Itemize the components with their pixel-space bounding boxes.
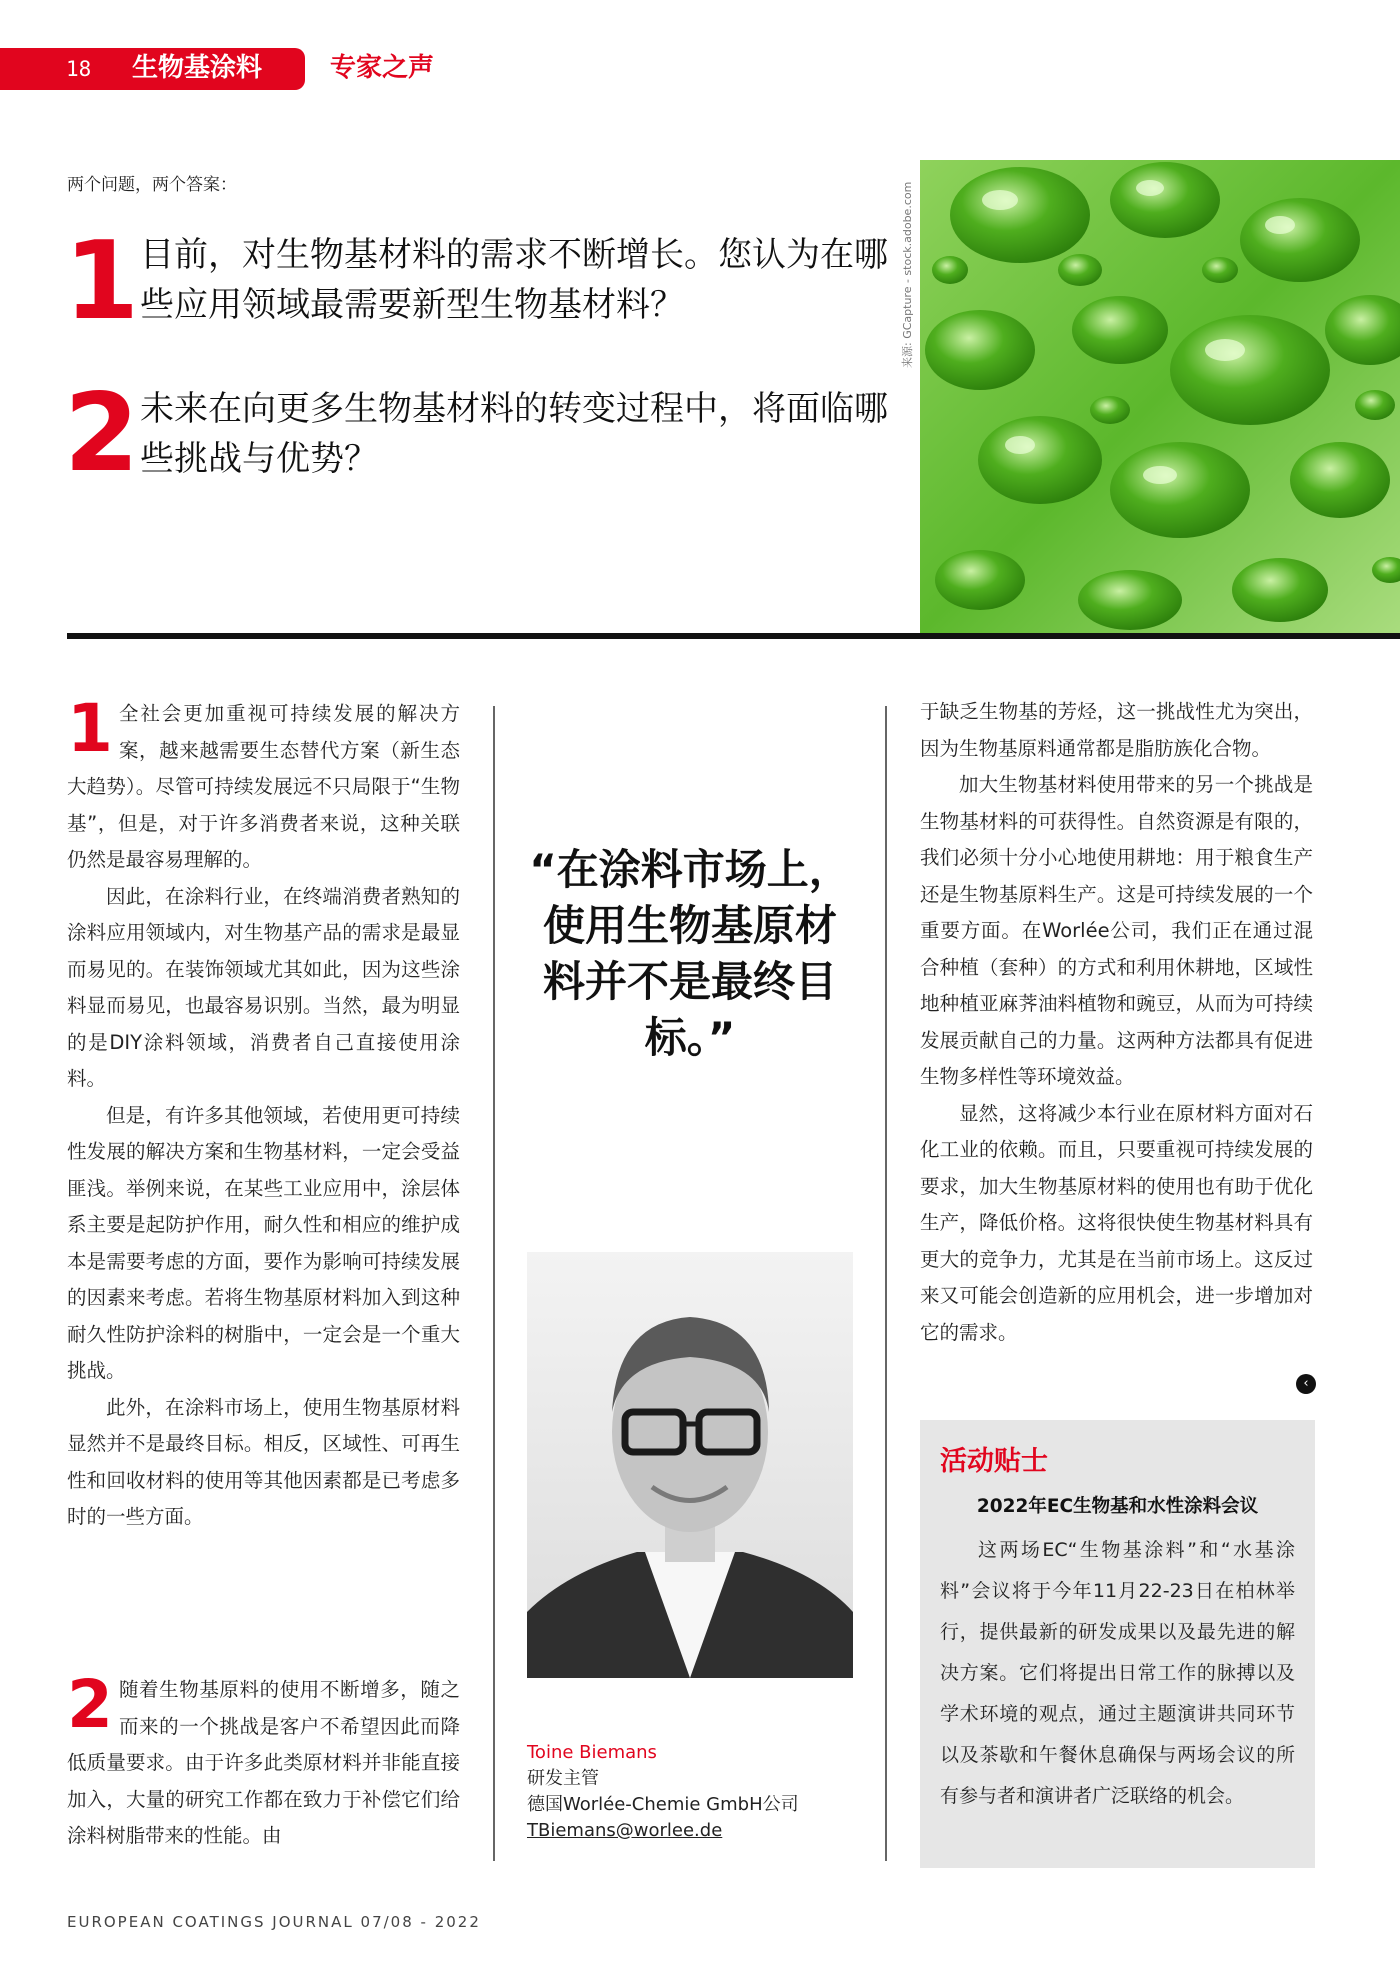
column-divider — [493, 706, 495, 1861]
author-company: 德国Worlée-Chemie GmbH公司 — [527, 1794, 799, 1815]
page-number: 18 — [66, 57, 92, 81]
author-portrait — [527, 1252, 853, 1678]
section-title: 生物基涂料 — [132, 53, 263, 83]
answer-1-paragraph: 此外，在涂料市场上，使用生物基原材料显然并不是最终目标。相反，区域性、可再生性和回收材料的使用等其他因素都是已考虑多时的一些方面。 — [67, 1395, 460, 1528]
author-name: Toine Biemans — [527, 1742, 657, 1763]
article-end-icon: ‹ — [1296, 1374, 1316, 1394]
event-tip-title: 活动贴士 — [940, 1446, 1048, 1477]
answer-2-paragraph: 随着生物基原料的使用不断增多，随之而来的一个挑战是客户不希望因此而降低质量要求。由于许多此类原材料并非能直接加入，大量的研究工作都在致力于补偿它们给涂料树脂带来的性能。由 — [67, 1678, 460, 1847]
question-1-text: 目前，对生物基材料的需求不断增长。您认为在哪些应用领域最需要新型生物基材料？ — [140, 235, 888, 325]
subsection-title: 专家之声 — [330, 53, 435, 83]
journal-footer: EUROPEAN COATINGS JOURNAL 07/08 - 2022 — [67, 1913, 481, 1931]
answer-1-paragraph: 全社会更加重视可持续发展的解决方案，越来越需要生态替代方案（新生态大趋势）。尽管可持续发展远不只局限于“生物基”，但是，对于许多消费者来说，这种关联仍然是最容易理解的。 — [67, 702, 460, 871]
pull-quote: “在涂料市场上，使用生物基原材料并不是最终目标。” — [529, 845, 851, 1062]
water-drops-image — [920, 160, 1400, 633]
intro-label: 两个问题，两个答案： — [67, 175, 237, 195]
event-tip-body — [940, 1530, 1295, 1817]
question-2-number: 2 — [64, 371, 140, 496]
answer-1 — [67, 690, 460, 1536]
answer-2-number: 2 — [67, 1666, 113, 1743]
event-tip-subtitle: 2022年EC生物基和水性涂料会议 — [976, 1496, 1259, 1517]
author-email-link[interactable]: TBiemans@worlee.de — [527, 1820, 723, 1841]
answer-2-paragraph: 加大生物基材料使用带来的另一个挑战是生物基材料的可获得性。自然资源是有限的，我们必须十分小心地使用耕地：用于粮食生产还是生物基原料生产。这是可持续发展的一个重要方面。在Worlée公司，我们正在通过混合种植（套种）的方式和利用休耕地，区域性地种植亚麻荠油料植物和豌豆，从而为可持续发展贡献自己的力量。这两种方法都具有促进生物多样性等环境效益。 — [920, 773, 1313, 1088]
section-divider — [67, 633, 1400, 639]
event-tip-paragraph: 这两场EC“生物基涂料”和“水基涂料”会议将于今年11月22-23日在柏林举行，提供最新的研发成果以及最先进的解决方案。它们将提出日常工作的脉搏以及学术环境的观点，通过主题演讲共同环节以及茶歇和午餐休息确保与两场会议的所有参与者和演讲者广泛联络的机会。 — [940, 1539, 1295, 1807]
answer-1-paragraph: 但是，有许多其他领域，若使用更可持续性发展的解决方案和生物基材料，一定会受益匪浅。举例来说，在某些工业应用中，涂层体系主要是起防护作用，耐久性和相应的维护成本是需要考虑的方面，要作为影响可持续发展的因素来考虑。若将生物基原材料加入到这种耐久性防护涂料的树脂中，一定会是一个重大挑战。 — [67, 1103, 460, 1382]
answer-2-paragraph: 于缺乏生物基的芳烃，这一挑战性尤为突出，因为生物基原料通常都是脂肪族化合物。 — [920, 700, 1313, 760]
question-2-text: 未来在向更多生物基材料的转变过程中，将面临哪些挑战与优势？ — [140, 389, 888, 479]
answer-2-continued — [920, 694, 1313, 1351]
answer-1-number: 1 — [67, 690, 113, 767]
photo-credit — [898, 160, 916, 368]
column-divider — [885, 706, 887, 1861]
svg-text:来源: GCapture - stock.adobe.com: 来源: GCapture - stock.adobe.com — [901, 181, 914, 368]
answer-2-start — [67, 1666, 460, 1855]
author-role: 研发主管 — [527, 1768, 599, 1789]
question-1-number: 1 — [64, 219, 140, 344]
answer-2-paragraph: 显然，这将减少本行业在原材料方面对石化工业的依赖。而且，只要重视可持续发展的要求，加大生物基原材料的使用也有助于优化生产，降低价格。这将很快使生物基材料具有更大的竞争力，尤其是在当前市场上。这反过来又可能会创造新的应用机会，进一步增加对它的需求。 — [920, 1101, 1313, 1344]
answer-1-paragraph: 因此，在涂料行业，在终端消费者熟知的涂料应用领域内，对生物基产品的需求是最显而易见的。在装饰领域尤其如此，因为这些涂料显而易见，也最容易识别。当然，最为明显的是DIY涂料领域，消费者自己直接使用涂料。 — [67, 884, 460, 1090]
